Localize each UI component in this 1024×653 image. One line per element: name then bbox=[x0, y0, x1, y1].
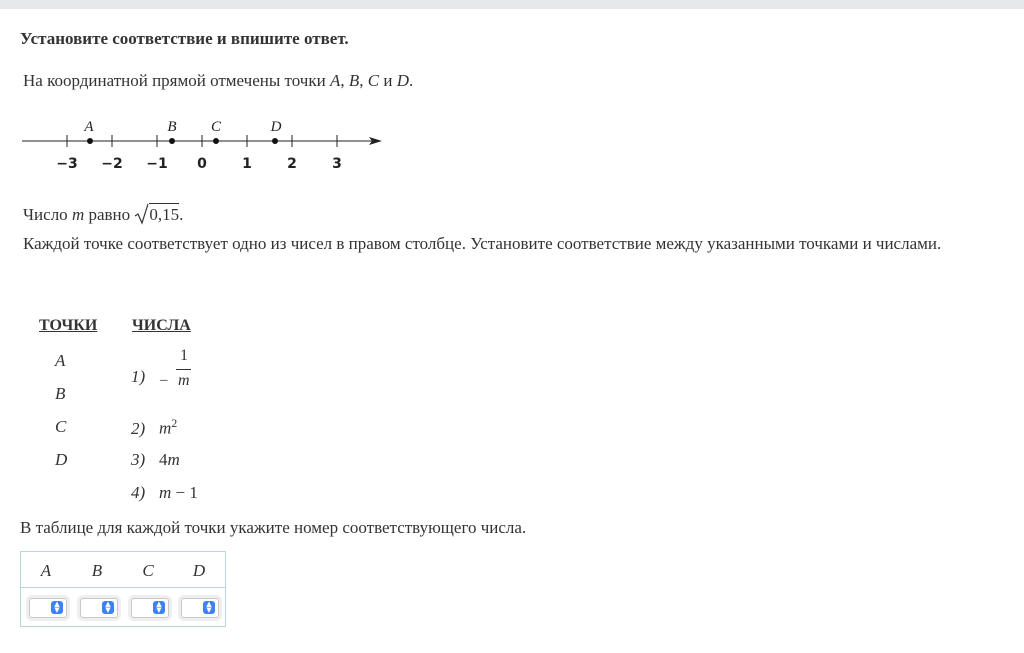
option-4 bbox=[131, 483, 198, 503]
fraction-denominator: m bbox=[178, 372, 190, 389]
point-b-label: B bbox=[167, 119, 177, 135]
tick-label: 3 bbox=[332, 156, 342, 172]
point-a-label: A bbox=[84, 119, 94, 135]
option-1 bbox=[131, 367, 159, 387]
m-mid: равно bbox=[84, 205, 135, 224]
answer-header-a: A bbox=[40, 561, 52, 580]
tick-label: −3 bbox=[56, 156, 78, 172]
option-number: 4) bbox=[131, 483, 146, 502]
answer-header-row bbox=[21, 552, 225, 588]
tick-label: 1 bbox=[242, 156, 252, 172]
answer-header-b: B bbox=[91, 561, 103, 580]
option-coef: 4 bbox=[159, 450, 168, 469]
tick-label: −1 bbox=[146, 156, 168, 172]
intro-point-d: D bbox=[396, 71, 409, 90]
point-d-dot bbox=[272, 138, 278, 144]
intro-comma: , bbox=[359, 71, 368, 90]
point-a-item: A bbox=[55, 351, 66, 370]
intro-end: . bbox=[408, 71, 414, 90]
select-arrows-icon: ▲ ▼ bbox=[203, 601, 215, 614]
option-2 bbox=[131, 416, 177, 439]
radicand: 0,15 bbox=[149, 205, 180, 224]
answer-header-d: D bbox=[192, 561, 206, 580]
instruction-text: В таблице для каждой точки укажите номер соответствующего числа. bbox=[20, 518, 527, 537]
number-line bbox=[20, 113, 390, 177]
m-definition bbox=[23, 203, 183, 225]
task-paragraph: Каждой точке соответствует одно из чисел в правом столбце. Установите соответствие между указанными точками и числами. bbox=[23, 234, 942, 253]
answer-header-c: C bbox=[142, 561, 154, 580]
m-variable: m bbox=[71, 205, 85, 224]
option-var: m bbox=[159, 418, 172, 438]
point-a-dot bbox=[87, 138, 93, 144]
fraction-minus: – bbox=[160, 372, 168, 388]
intro-text bbox=[23, 71, 413, 91]
option-var: m bbox=[159, 483, 172, 502]
answer-select-a[interactable] bbox=[29, 598, 67, 618]
intro-prefix: На координатной прямой отмечены точки bbox=[23, 71, 330, 90]
point-c-dot bbox=[213, 138, 219, 144]
m-prefix: Число bbox=[23, 205, 72, 224]
numbers-header: ЧИСЛА bbox=[132, 317, 191, 334]
point-c-item: C bbox=[55, 417, 67, 436]
fraction-numerator: 1 bbox=[180, 347, 188, 364]
intro-comma: , bbox=[340, 71, 349, 90]
answer-select-b[interactable] bbox=[80, 598, 118, 618]
option-exponent: 2 bbox=[171, 416, 178, 430]
select-arrows-icon: ▲ ▼ bbox=[51, 601, 63, 614]
fraction-bar bbox=[176, 369, 191, 370]
point-d-item: D bbox=[55, 450, 68, 469]
point-b-item: B bbox=[55, 384, 66, 403]
top-bar bbox=[0, 0, 1024, 9]
tick-label: 0 bbox=[197, 156, 207, 172]
option-number: 3) bbox=[131, 450, 146, 469]
answer-select-c[interactable] bbox=[131, 598, 169, 618]
answer-table bbox=[20, 551, 226, 627]
m-end: . bbox=[179, 205, 184, 224]
tick-label: 2 bbox=[287, 156, 297, 172]
answer-select-d[interactable] bbox=[181, 598, 219, 618]
intro-point-a: A bbox=[329, 71, 341, 90]
point-c-label: C bbox=[210, 119, 222, 135]
select-arrows-icon: ▲ ▼ bbox=[153, 601, 165, 614]
tick-label: −2 bbox=[101, 156, 123, 172]
task-page bbox=[0, 9, 1024, 653]
point-b-dot bbox=[169, 138, 175, 144]
option-number: 1) bbox=[131, 367, 146, 386]
option-rest: − 1 bbox=[171, 483, 198, 502]
intro-point-b: B bbox=[348, 71, 360, 90]
option-var: m bbox=[167, 450, 180, 469]
option-number: 2) bbox=[131, 418, 146, 438]
intro-and: и bbox=[379, 71, 397, 90]
task-heading: Установите соответствие и впишите ответ. bbox=[20, 29, 349, 48]
select-arrows-icon: ▲ ▼ bbox=[102, 601, 114, 614]
intro-point-c: C bbox=[367, 71, 380, 90]
sqrt-icon bbox=[134, 203, 149, 225]
points-header: ТОЧКИ bbox=[39, 317, 98, 334]
point-d-label: D bbox=[270, 119, 282, 135]
option-3 bbox=[131, 450, 180, 470]
